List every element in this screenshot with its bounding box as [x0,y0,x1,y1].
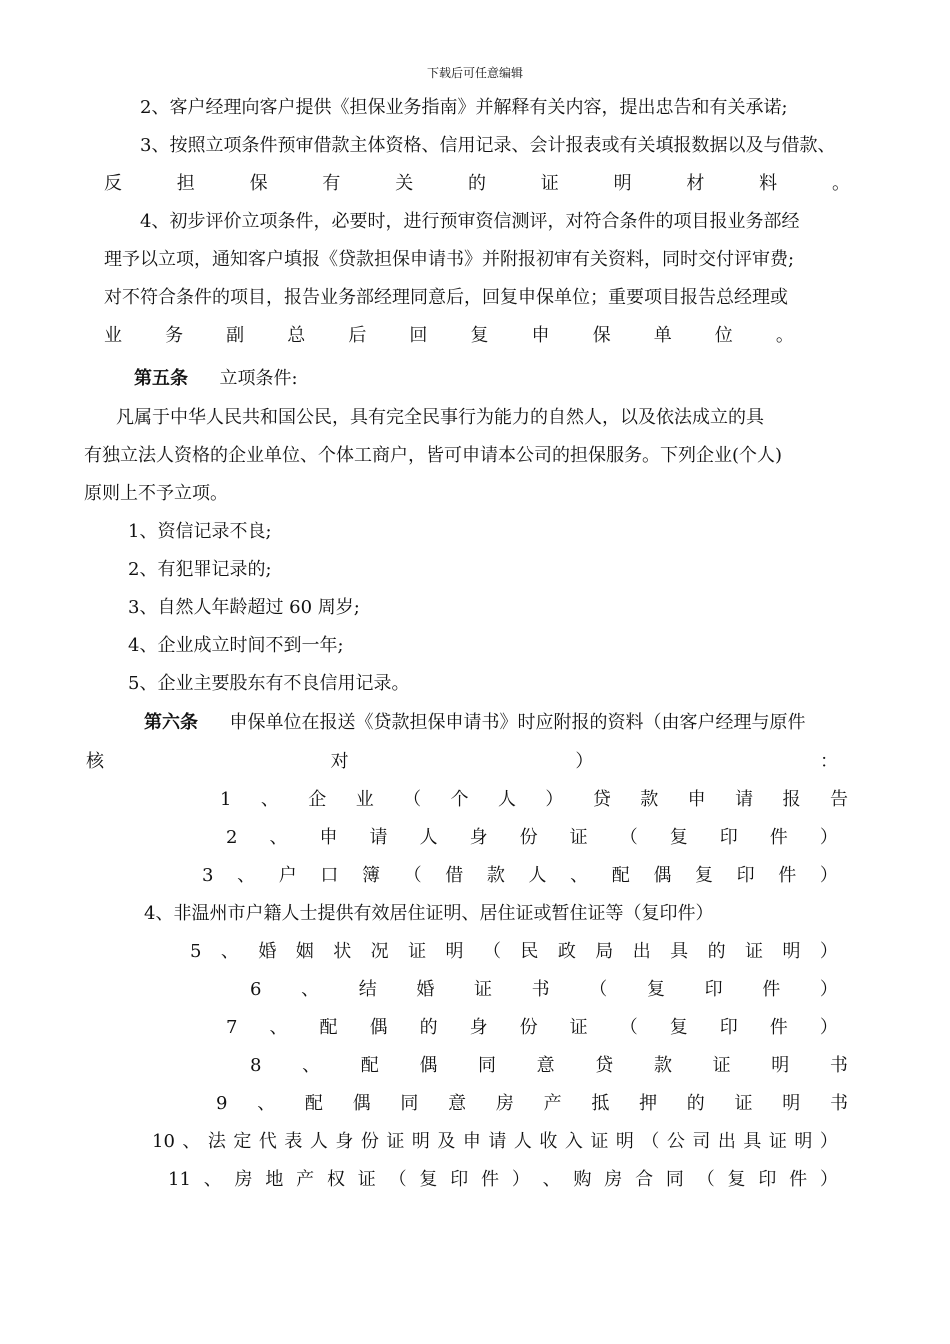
text-segment: 明 [445,941,464,962]
text-segment: 人 [513,1131,532,1152]
text-segment: 款 [640,789,659,810]
paragraph-line: 对不符合条件的项目，报告业务部经理同意后，回复申保单位；重要项目报告总经理或 [104,287,788,308]
text-segment: 、 [237,865,256,886]
text-segment: 意 [536,1055,555,1076]
text-segment: ） [819,1169,838,1190]
text-segment: 配 [319,1017,338,1038]
text-segment: 出 [717,1131,736,1152]
text-segment: 人 [497,789,516,810]
text-segment: 证 [386,1131,405,1152]
text-segment: 司 [692,1131,711,1152]
text-segment: 复 [646,979,665,1000]
text-segment: 复 [669,1017,688,1038]
article-5-label: 第五条 [134,368,188,389]
text-segment: 人 [419,827,438,848]
text-segment: 9 [216,1093,228,1114]
text-segment: ） [511,1169,530,1190]
text-segment: 公 [666,1131,685,1152]
text-segment: 房 [495,1093,514,1114]
text-segment: 复 [470,325,489,346]
text-segment: 证 [357,1169,376,1190]
text-segment: 6 [250,979,262,1000]
text-segment: 件 [762,979,781,1000]
document-item [226,826,838,850]
text-segment: ） [819,941,838,962]
text-segment: 出 [632,941,651,962]
paragraph-line: 理予以立项，通知客户填报《贷款担保申请书》并附报初审有关资料，同时交付评审费; [104,249,795,270]
text-segment: 件 [778,865,797,886]
text-segment: 8 [250,1055,262,1076]
text-segment: 同 [478,1055,497,1076]
text-segment: 户 [278,865,297,886]
text-segment: 申 [462,1131,481,1152]
text-segment: 法 [207,1131,226,1152]
text-segment: （ [482,941,501,962]
text-segment: 申 [531,325,550,346]
document-item [202,864,838,888]
text-segment: 偶 [369,1017,388,1038]
text-segment: 、 [301,979,320,1000]
text-segment: 人 [309,1131,328,1152]
document-item [250,978,838,1002]
justified-line [86,750,838,774]
document-item [250,1054,848,1078]
text-segment: 同 [400,1093,419,1114]
document-item [216,1092,848,1116]
text-segment: 身 [469,1017,488,1038]
text-segment: 收 [539,1131,558,1152]
text-segment: 婚 [416,979,435,1000]
text-segment: 状 [333,941,352,962]
paragraph-line: 2、客户经理向客户提供《担保业务指南》并解释有关内容，提出忠告和有关承诺; [140,97,788,118]
text-segment: 有 [322,173,341,194]
text-segment: 人 [528,865,547,886]
paragraph-line: 原则上不予立项。 [84,483,228,504]
text-segment: 件 [481,1169,500,1190]
text-segment: ） [819,1131,838,1152]
text-segment: 关 [395,173,414,194]
text-segment: 偶 [653,865,672,886]
text-segment: 民 [520,941,539,962]
text-segment: 证 [540,173,559,194]
text-segment: 房 [234,1169,253,1190]
text-segment: （ [619,1017,638,1038]
paragraph-line: 有独立法人资格的企业单位、个体工商户，皆可申请本公司的担保服务。下列企业(个人) [84,445,783,466]
text-segment: 印 [736,865,755,886]
text-segment: 簿 [361,865,380,886]
text-segment: （ [619,827,638,848]
text-segment: 、 [257,1093,276,1114]
text-segment: （ [403,865,422,886]
text-segment: 单 [653,325,672,346]
article-5-title: 立项条件: [219,368,298,389]
text-segment: 副 [226,325,245,346]
justified-line [104,324,794,348]
text-segment: 份 [360,1131,379,1152]
text-segment: 。 [775,325,794,346]
text-segment: 请 [735,789,754,810]
paragraph-line: 3、按照立项条件预审借款主体资格、信用记录、会计报表或有关填报数据以及与借款、 [140,135,836,156]
text-segment: 贷 [592,789,611,810]
text-segment: 回 [409,325,428,346]
text-segment: 企 [308,789,327,810]
text-segment: 局 [595,941,614,962]
text-segment: 复 [419,1169,438,1190]
text-segment: 贷 [595,1055,614,1076]
text-segment: 印 [758,1169,777,1190]
text-segment: 的 [467,173,486,194]
text-segment: 偶 [352,1093,371,1114]
text-segment: 3 [202,865,214,886]
text-segment: 书 [830,1093,848,1114]
text-segment: 定 [233,1131,252,1152]
text-segment: 权 [326,1169,345,1190]
text-segment: 具 [670,941,689,962]
text-segment: 的 [707,941,726,962]
text-segment: 印 [719,827,738,848]
text-segment: 具 [743,1131,762,1152]
text-segment: 告 [829,789,848,810]
page-header: 下载后可任意编辑 [426,66,523,80]
text-segment: 证 [474,979,493,1000]
text-segment: 10 [152,1131,175,1152]
text-segment: （ [589,979,608,1000]
text-segment: 复 [694,865,713,886]
text-segment: 件 [769,1017,788,1038]
text-segment: 购 [573,1169,592,1190]
text-segment: 代 [258,1131,277,1152]
text-segment: 复 [727,1169,746,1190]
text-segment: 核 [86,751,104,772]
text-segment: 况 [370,941,389,962]
text-segment: 业 [355,789,374,810]
text-segment: 配 [611,865,630,886]
text-segment: 证 [734,1093,753,1114]
text-segment: 。 [831,173,850,194]
text-segment: 业 [104,325,122,346]
document-item [226,1016,838,1040]
text-segment: 明 [411,1131,430,1152]
text-segment: 证 [569,1017,588,1038]
text-segment: 申 [687,789,706,810]
text-segment: 姻 [295,941,314,962]
text-segment: 证 [408,941,427,962]
text-segment: 料 [759,173,778,194]
text-segment: 、 [570,865,589,886]
document-item [190,940,838,964]
text-segment: 2 [226,827,238,848]
text-segment: 产 [296,1169,315,1190]
text-segment: ） [575,751,594,772]
text-segment: 、 [302,1055,321,1076]
text-segment: 证 [569,827,588,848]
text-segment: 11 [168,1169,191,1190]
justified-line [104,172,850,196]
text-segment: 押 [639,1093,658,1114]
text-segment: 政 [557,941,576,962]
text-segment: 、 [542,1169,561,1190]
condition-item: 2、有犯罪记录的; [128,559,272,580]
text-segment: 请 [369,827,388,848]
text-segment: 务 [165,325,184,346]
text-segment: ） [819,865,838,886]
text-segment: 印 [719,1017,738,1038]
text-segment: 抵 [591,1093,610,1114]
text-segment: 明 [782,941,801,962]
text-segment: 配 [360,1055,379,1076]
text-segment: 偶 [419,1055,438,1076]
text-segment: 复 [669,827,688,848]
text-segment: 意 [448,1093,467,1114]
document-item [168,1168,838,1192]
text-segment: 的 [686,1093,705,1114]
text-segment: 担 [176,173,195,194]
text-segment: 份 [519,1017,538,1038]
text-segment: 书 [531,979,550,1000]
text-segment: 保 [249,173,268,194]
text-segment: 材 [686,173,705,194]
text-segment: 请 [488,1131,507,1152]
text-segment: 合 [635,1169,654,1190]
text-segment: 及 [437,1131,456,1152]
text-segment: 地 [265,1169,284,1190]
article-5-heading [134,367,298,391]
text-segment: 申 [319,827,338,848]
text-segment: 结 [358,979,377,1000]
text-segment: 4、非温州市户籍人士提供有效居住证明、居住证或暂住证等（复印件） [144,903,714,924]
text-segment: 身 [469,827,488,848]
text-segment: 7 [226,1017,238,1038]
text-segment: 房 [604,1169,623,1190]
text-segment: 表 [284,1131,303,1152]
article-6-title: 申保单位在报送《贷款担保申请书》时应附报的资料（由客户经理与原件 [229,712,806,733]
text-segment: （ [696,1169,715,1190]
text-segment: ： [819,751,838,772]
text-segment: 借 [445,865,464,886]
text-segment: 、 [269,1017,288,1038]
condition-item: 4、企业成立时间不到一年; [128,635,344,656]
text-segment: 明 [771,1055,790,1076]
text-segment: 对 [330,751,349,772]
text-segment: （ [388,1169,407,1190]
text-segment: 明 [782,1093,801,1114]
text-segment: 件 [769,827,788,848]
condition-item: 1、资信记录不良; [128,521,272,542]
text-segment: ） [545,789,564,810]
text-segment: 口 [320,865,339,886]
text-segment: 明 [615,1131,634,1152]
article-6-label: 第六条 [144,712,198,733]
text-segment: 明 [613,173,632,194]
text-segment: 、 [203,1169,222,1190]
text-segment: 、 [182,1131,201,1152]
text-segment: 、 [220,941,239,962]
text-segment: 配 [304,1093,323,1114]
text-segment: 证 [768,1131,787,1152]
text-segment: 位 [714,325,733,346]
article-6-heading [144,711,805,735]
text-segment: 件 [789,1169,808,1190]
text-segment: 的 [419,1017,438,1038]
document-item [144,902,838,926]
text-segment: 反 [104,173,122,194]
text-segment: 证 [745,941,764,962]
paragraph-line: 凡属于中华人民共和国公民，具有完全民事行为能力的自然人，以及依法成立的具 [116,407,764,428]
text-segment: 个 [450,789,469,810]
text-segment: 同 [665,1169,684,1190]
text-segment: 证 [590,1131,609,1152]
text-segment: （ [641,1131,660,1152]
text-segment: ） [819,979,838,1000]
text-segment: ） [819,1017,838,1038]
text-segment: 5 [190,941,202,962]
text-segment: 入 [564,1131,583,1152]
text-segment: 后 [348,325,367,346]
text-segment: 、 [269,827,288,848]
text-segment: 印 [450,1169,469,1190]
text-segment: 份 [519,827,538,848]
paragraph-line: 4、初步评价立项条件，必要时，进行预审资信测评，对符合条件的项目报业务部经 [140,211,800,232]
condition-item: 3、自然人年龄超过 60 周岁; [128,597,360,618]
text-segment: 总 [287,325,306,346]
text-segment: 保 [592,325,611,346]
text-segment: 款 [653,1055,672,1076]
text-segment: 婚 [258,941,277,962]
document-item [220,788,848,812]
text-segment: 产 [543,1093,562,1114]
text-segment: ） [819,827,838,848]
document-item [152,1130,838,1154]
text-segment: （ [403,789,422,810]
text-segment: 款 [486,865,505,886]
text-segment: 证 [712,1055,731,1076]
text-segment: 1 [220,789,232,810]
text-segment: 、 [260,789,279,810]
text-segment: 明 [794,1131,813,1152]
condition-item: 5、企业主要股东有不良信用记录。 [128,673,410,694]
text-segment: 印 [704,979,723,1000]
text-segment: 身 [335,1131,354,1152]
text-segment: 书 [829,1055,848,1076]
text-segment: 报 [782,789,801,810]
